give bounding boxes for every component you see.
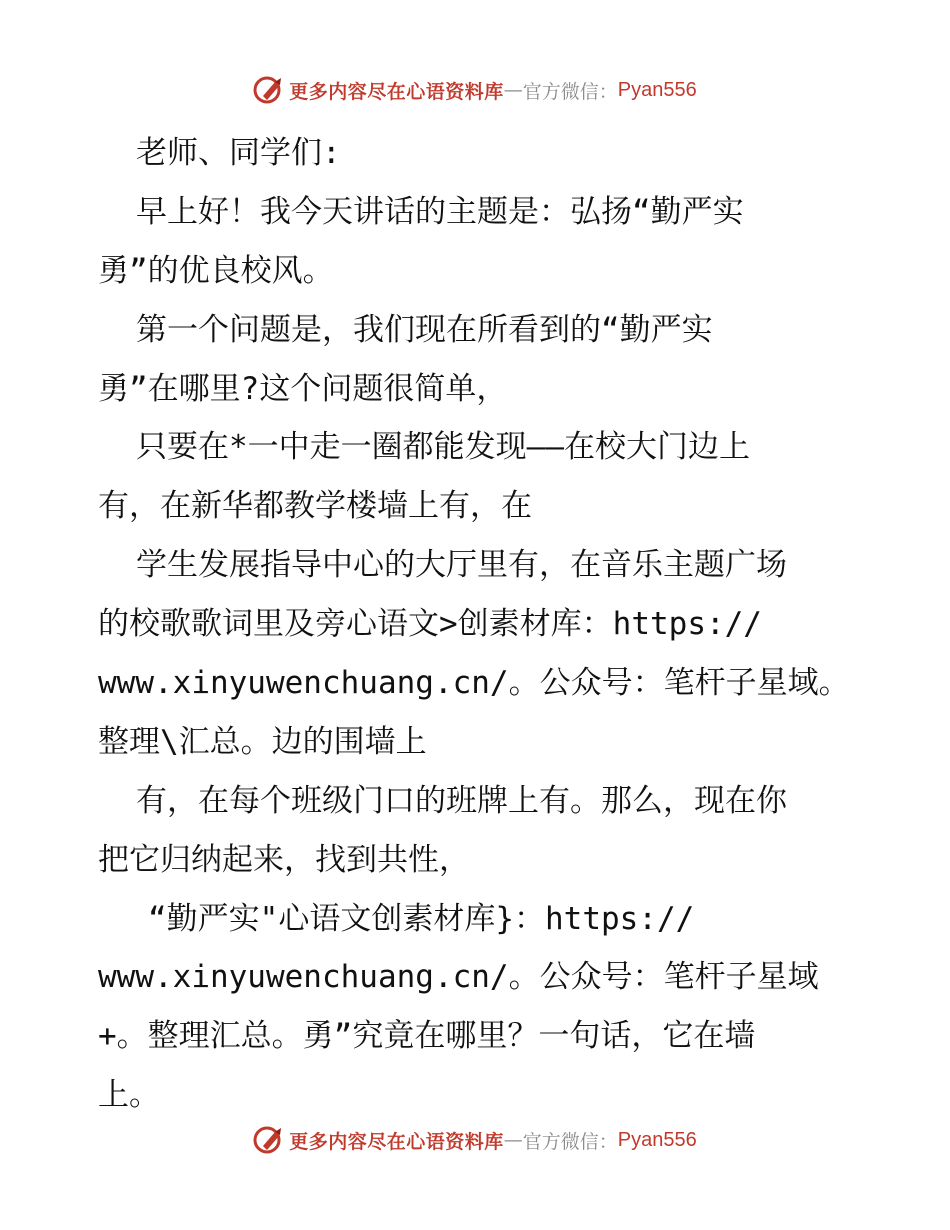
text-line: 老师、同学们: (136, 135, 341, 171)
text-line: 有，在新华都教学楼墙上有，在 (98, 488, 532, 525)
footer-wechat-id: Pyan556 (617, 1128, 697, 1151)
speech-body (98, 124, 858, 1125)
footer-wechat-label: 官方微信： (522, 1130, 618, 1153)
header-site-text: 更多内容尽在心语资料库 (289, 80, 504, 103)
text-line: 早上好！我今天讲话的主题是：弘扬“勤严实 (136, 193, 744, 230)
text-line: “勤严实"心语文创素材库}：https:// (148, 900, 695, 937)
text-line: 上。 (98, 1077, 160, 1114)
text-line: 的校歌歌词里及旁心语文>创素材库：https:// (98, 606, 762, 643)
footer-separator: — (503, 1129, 523, 1151)
text-line: 整理\汇总。边的围墙上 (98, 723, 427, 760)
footer-banner (0, 1122, 950, 1158)
footer-site-text: 更多内容尽在心语资料库 (289, 1130, 504, 1153)
text-line: www.xinyuwenchuang.cn/。公众号：笔杆子星域。 (98, 665, 850, 702)
header-wechat-label: 官方微信： (522, 80, 618, 103)
text-line: 只要在*一中走一圈都能发现——在校大门边上 (136, 429, 750, 466)
text-line: www.xinyuwenchuang.cn/。公众号：笔杆子星域 (98, 959, 819, 996)
text-line: 有，在每个班级门口的班牌上有。那么，现在你 (136, 782, 787, 819)
text-line: 学生发展指导中心的大厅里有，在音乐主题广场 (136, 547, 787, 584)
header-banner (0, 72, 950, 108)
text-line: 把它归纳起来，找到共性， (98, 841, 470, 878)
header-wechat-id: Pyan556 (617, 78, 697, 101)
text-line: 勇”的优良校风。 (98, 252, 334, 289)
pen-nib-logo-icon (253, 1124, 285, 1156)
text-line: +。整理汇总。勇”究竟在哪里？一句话，它在墙 (98, 1018, 756, 1055)
text-line: 勇”在哪里?这个问题很简单， (98, 370, 508, 407)
pen-nib-logo-icon (253, 74, 285, 106)
header-separator: — (503, 79, 523, 101)
text-line: 第一个问题是，我们现在所看到的“勤严实 (136, 311, 713, 348)
